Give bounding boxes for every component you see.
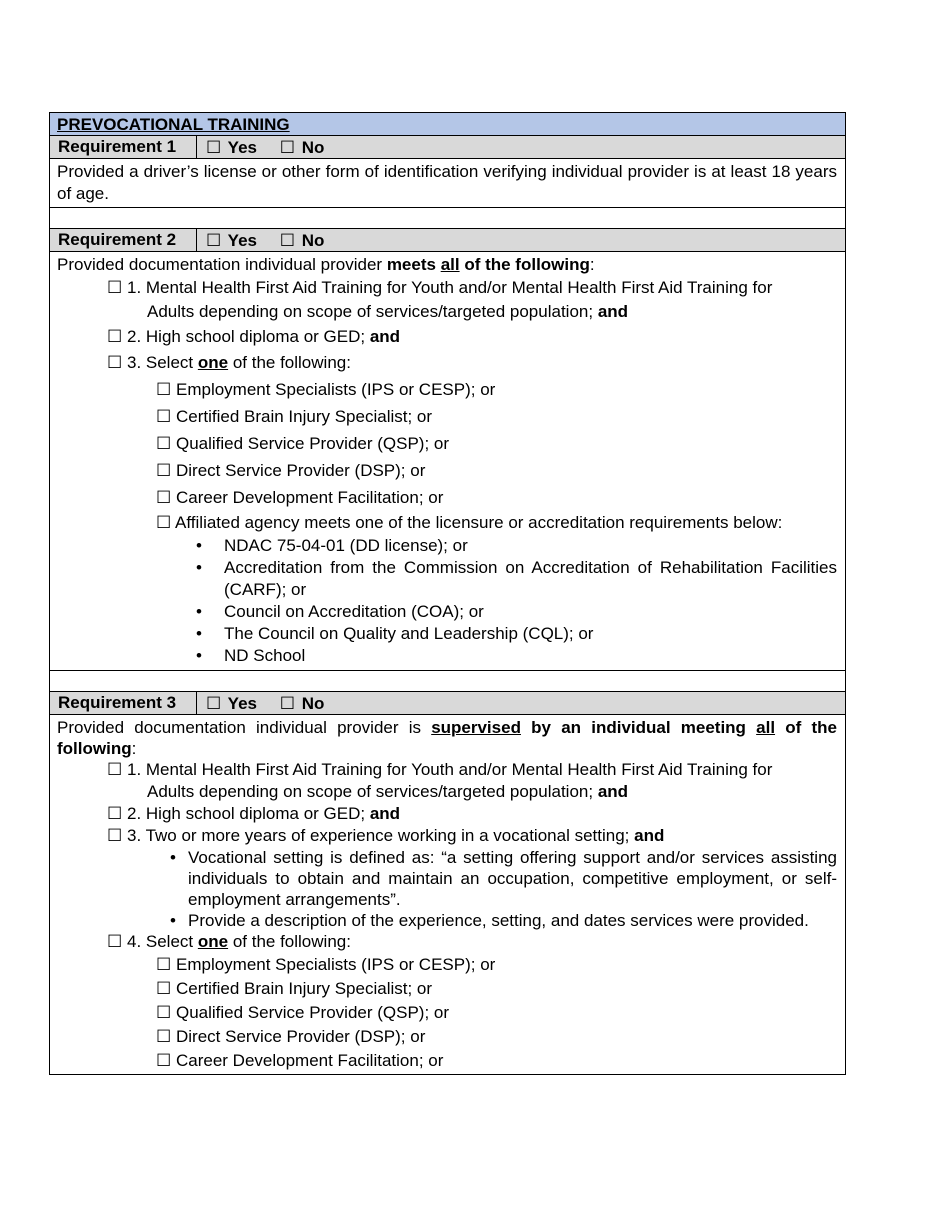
requirements-table [49,112,846,1075]
accreditation-item: • NDAC 75-04-01 (DD license); or [196,536,468,555]
req2-option[interactable]: ☐ Qualified Service Provider (QSP); or [156,434,450,453]
checkbox-icon: ☐ [107,353,123,372]
requirement-3-label: Requirement 3 [50,692,197,714]
yes-label: Yes [227,138,257,157]
bullet-icon: • [196,602,202,621]
req3-item-4[interactable]: ☐ 4. Select one of the following: [107,932,351,951]
checkbox-icon: ☐ [279,138,295,157]
bullet-icon: • [196,624,202,643]
checkbox-icon: ☐ [206,138,222,157]
requirement-2-body [50,252,845,671]
requirement-3-options [197,692,342,714]
req3-option[interactable]: ☐ Certified Brain Injury Specialist; or [156,979,433,998]
req3-option[interactable]: ☐ Career Development Facilitation; or [156,1051,444,1070]
spacer-row [50,671,845,692]
accreditation-item: • The Council on Quality and Leadership (CQL); or [196,624,594,643]
requirement-1-header [50,136,845,159]
checkbox-icon: ☐ [107,327,123,346]
requirement-3-body [50,715,845,1074]
requirement-3-header [50,692,845,715]
no-label: No [301,138,325,157]
req2-item-3[interactable]: ☐ 3. Select one of the following: [107,353,351,372]
section-title: PREVOCATIONAL TRAINING [50,113,845,136]
req3-yes-checkbox[interactable] [206,694,257,713]
no-label: No [301,694,325,713]
bullet-icon: • [196,646,202,665]
checkbox-icon: ☐ [156,461,172,480]
checkbox-icon: ☐ [156,1003,172,1022]
bullet-icon: • [170,911,176,930]
req2-option[interactable]: ☐ Certified Brain Injury Specialist; or [156,407,433,426]
req2-yes-checkbox[interactable] [206,231,257,250]
req2-option[interactable]: ☐ Employment Specialists (IPS or CESP); or [156,380,496,399]
vocational-bullet: • Vocational setting is defined as: “a setting offering support and/or services assisting individuals to obtain and maintain an occupation, competitive employment, or self-employment arrangements”. [170,848,837,909]
checkbox-icon: ☐ [156,955,172,974]
checkbox-icon: ☐ [107,760,123,779]
checkbox-icon: ☐ [156,380,172,399]
checkbox-icon: ☐ [156,979,172,998]
req2-option[interactable]: ☐ Career Development Facilitation; or [156,488,444,507]
checkbox-icon: ☐ [206,231,222,250]
req1-yes-checkbox[interactable] [206,138,257,157]
req2-no-checkbox[interactable] [280,231,325,250]
checkbox-icon: ☐ [156,1027,172,1046]
requirement-1-description: Provided a driver’s license or other form of identification verifying individual provider is at least 18 years of age. [50,159,845,208]
req3-no-checkbox[interactable] [280,694,325,713]
req2-option[interactable]: ☐ Affiliated agency meets one of the licensure or accreditation requirements below: [156,513,783,532]
checkbox-icon: ☐ [156,434,172,453]
bullet-icon: • [196,558,202,577]
checkbox-icon: ☐ [107,278,123,297]
no-label: No [301,231,325,250]
checkbox-icon: ☐ [279,694,295,713]
requirement-2-options [197,229,342,251]
checkbox-icon: ☐ [107,826,123,845]
req2-item-1[interactable]: ☐ 1. Mental Health First Aid Training for Youth and/or Mental Health First Aid Training for Adults depending on scope of services/targeted population; and [107,278,773,321]
requirement-1-options [197,136,342,158]
checkbox-icon: ☐ [107,932,123,951]
req1-no-checkbox[interactable] [280,138,325,157]
checkbox-icon: ☐ [279,231,295,250]
req2-option[interactable]: ☐ Direct Service Provider (DSP); or [156,461,426,480]
requirement-3-description: Provided documentation individual provider is supervised by an individual meeting all of the following: [57,718,837,758]
bullet-icon: • [170,848,176,867]
req2-item-2[interactable]: ☐ 2. High school diploma or GED; and [107,327,401,346]
requirement-2-header [50,229,845,252]
checkbox-icon: ☐ [156,488,172,507]
checkbox-icon: ☐ [156,513,172,532]
yes-label: Yes [227,694,257,713]
req3-item-2[interactable]: ☐ 2. High school diploma or GED; and [107,804,401,823]
requirement-2-label: Requirement 2 [50,229,197,251]
checkbox-icon: ☐ [107,804,123,823]
accreditation-item: • Council on Accreditation (COA); or [196,602,484,621]
yes-label: Yes [227,231,257,250]
requirement-2-description: Provided documentation individual provider meets all of the following: [57,255,595,274]
checkbox-icon: ☐ [206,694,222,713]
req3-option[interactable]: ☐ Direct Service Provider (DSP); or [156,1027,426,1046]
spacer-row [50,208,845,229]
vocational-bullet: • Provide a description of the experience, setting, and dates services were provided. [170,911,809,930]
accreditation-item: • ND School [196,646,306,665]
requirement-1-label: Requirement 1 [50,136,197,158]
bullet-icon: • [196,536,202,555]
checkbox-icon: ☐ [156,407,172,426]
req3-item-3[interactable]: ☐ 3. Two or more years of experience working in a vocational setting; and [107,826,665,845]
req3-option[interactable]: ☐ Employment Specialists (IPS or CESP); or [156,955,496,974]
checkbox-icon: ☐ [156,1051,172,1070]
req3-option[interactable]: ☐ Qualified Service Provider (QSP); or [156,1003,450,1022]
accreditation-item: • Accreditation from the Commission on Accreditation of Rehabilitation Facilities (CARF); or [196,558,837,599]
req3-item-1[interactable]: ☐ 1. Mental Health First Aid Training for Youth and/or Mental Health First Aid Training for Adults depending on scope of services/targeted population; and [107,760,773,801]
